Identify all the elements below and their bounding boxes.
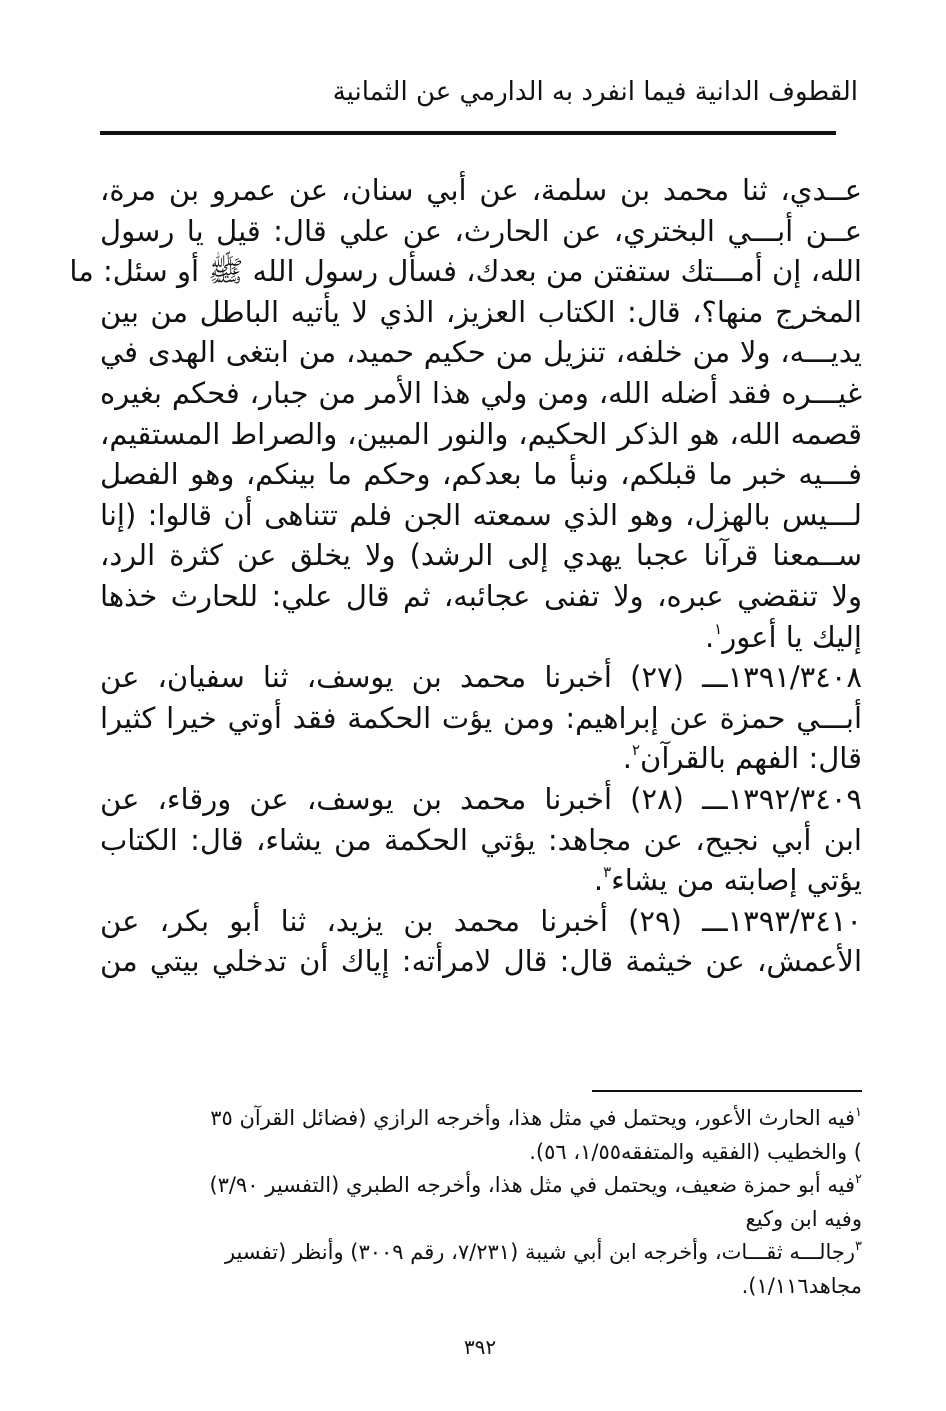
- body-text: [69, 170, 862, 982]
- header-rule: [100, 131, 836, 135]
- text-line-content: إليك يا أعور: [722, 619, 862, 654]
- page-number: ٣٩٢: [463, 1335, 497, 1359]
- footnote-ref-2[interactable]: ٢: [631, 741, 641, 760]
- hadith-heading-1393: ١٣٩٣/٣٤١٠ـــ (٢٩) أخبرنا محمد بن يزيد، ثنا أبو بكر، عن: [100, 903, 862, 938]
- text-line: يديـــه، ولا من خلفه، تنزيل من حكيم حميد، من ابتغى الهدى في: [100, 335, 862, 370]
- text-line-content: يؤتي إصابته من يشاء: [611, 863, 862, 898]
- text-line: لـــيس بالهزل، وهو الذي سمعته الجن فلم تتناهى أن قالوا: (إنا: [100, 497, 862, 532]
- text-line: الأعمش، عن خيثمة قال: قال لامرأته: إياك أن تدخلي بيتي من: [100, 944, 862, 979]
- text-line: [100, 860, 862, 901]
- text-line: [100, 617, 862, 658]
- text-line: ابن أبي نجيح، عن مجاهد: يؤتي الحكمة من يشاء، قال: الكتاب: [100, 822, 862, 857]
- text-line: عــدي، ثنا محمد بن سلمة، عن أبي سنان، عن عمرو بن مرة،: [100, 173, 862, 207]
- text-line: أبـــي حمزة عن إبراهيم: ومن يؤت الحكمة فقد أوتي خيرا كثيرا: [100, 700, 862, 735]
- footnote-ref-3[interactable]: ٣: [603, 863, 612, 882]
- footnote-1-text: فيه الحارث الأعور، ويحتمل في مثل هذا، وأخرجه الرازي (فضائل القرآن ٣٥: [210, 1106, 856, 1130]
- hadith-heading-1392: ١٣٩٢/٣٤٠٩ـــ (٢٨) أخبرنا محمد بن يوسف، عن ورقاء، عن: [100, 781, 862, 816]
- footnotes: [104, 1102, 862, 1304]
- footnote-3-cont: مجاهد١/١١٦).: [741, 1273, 862, 1298]
- text-line: المخرج منها؟، قال: الكتاب العزيز، الذي لا يأتيه الباطل من بين: [100, 294, 862, 329]
- text-line: غيـــره فقد أضله الله، ومن ولي هذا الأمر من جبار، فحكم بغيره: [100, 375, 862, 410]
- footnote-1: [104, 1102, 862, 1136]
- footnote-1-cont: ) والخطيب (الفقيه والمتفقه١/٥٥، ٥٦).: [529, 1139, 862, 1164]
- footnote-rule: [592, 1090, 862, 1092]
- line-end-period: .: [622, 741, 632, 776]
- text-line: ســمعنا قرآنا عجبا يهدي إلى الرشد) ولا يخلق عن كثرة الرد،: [100, 538, 862, 573]
- footnote-mark-3: ٣: [855, 1239, 862, 1255]
- footnote-mark-2: ٢: [855, 1172, 862, 1188]
- text-line: فـــيه خبر ما قبلكم، ونبأ ما بعدكم، وحكم ما بينكم، وهو الفصل: [100, 457, 862, 492]
- text-line-content: قال: الفهم بالقرآن: [640, 741, 862, 776]
- footnote-mark-1: ١: [855, 1105, 862, 1120]
- footnote-2: [104, 1169, 862, 1203]
- footnote-ref-1[interactable]: ١: [714, 619, 723, 638]
- text-line: [100, 738, 862, 779]
- footnote-2-cont: وفيه ابن وكيع: [745, 1206, 862, 1231]
- line-end-period: .: [593, 863, 604, 898]
- text-line: عــن أبـــي البختري، عن الحارث، عن علي قال: قيل يا رسول: [100, 213, 862, 248]
- footnote-2-text: فيه أبو حمزة ضعيف، ويحتمل في مثل هذا، وأخرجه الطبري (التفسير ٣/٩٠): [209, 1173, 856, 1198]
- footnote-3-text: رجالـــه ثقـــات، وأخرجه ابن أبي شيبة (٧/٢٣١، رقم ٣٠٠٩) وأنظر (تفسير: [224, 1240, 856, 1265]
- hadith-heading-1391: ١٣٩١/٣٤٠٨ـــ (٢٧) أخبرنا محمد بن يوسف، ثنا سفيان، عن: [100, 660, 862, 695]
- text-line: الله، إن أمـــتك ستفتن من بعدك، فسأل رسول الله ﷺ أو سئل: ما: [69, 254, 862, 289]
- text-line: ولا تنقضي عبره، ولا تفنى عجائبه، ثم قال علي: للحارث خذها: [100, 578, 862, 613]
- line-end-period: .: [704, 619, 715, 654]
- running-title: القطوف الدانية فيما انفرد به الدارمي عن الثمانية: [332, 77, 858, 107]
- footnote-3: [104, 1236, 862, 1270]
- text-line: قصمه الله، هو الذكر الحكيم، والنور المبين، والصراط المستقيم،: [100, 416, 862, 451]
